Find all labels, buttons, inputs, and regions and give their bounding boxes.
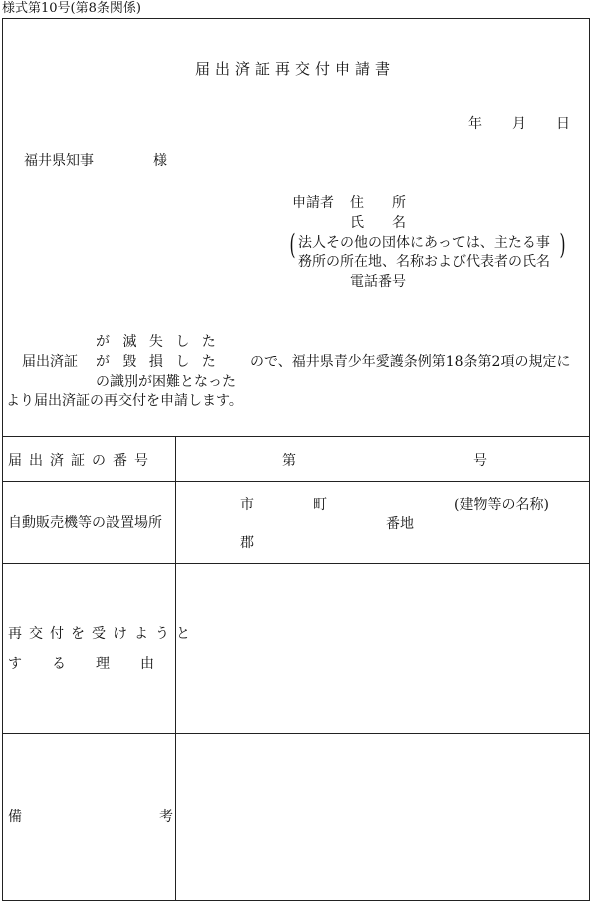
reason-label-line2: する理由 xyxy=(8,656,184,672)
body-subject: 届出済証 xyxy=(22,354,78,370)
location-city: 市 xyxy=(240,497,254,513)
body-line1-rest: ので、福井県青少年愛護条例第18条第2項の規定に xyxy=(250,354,571,370)
corp-note-line1: 法人その他の団体にあっては、主たる事 xyxy=(298,235,550,251)
table-row-divider-2 xyxy=(2,563,590,564)
address-label: 住 所 xyxy=(350,195,406,211)
date-day-label: 日 xyxy=(556,116,570,132)
phone-label: 電話番号 xyxy=(350,274,406,290)
table-top-line xyxy=(2,436,590,437)
table-row-divider-3 xyxy=(2,733,590,734)
body-line2: より届出済証の再交付を申請します。 xyxy=(6,393,243,409)
option-lost: が 滅 失 し た xyxy=(96,334,220,350)
option-illegible: の識別が困難となった xyxy=(96,374,236,390)
applicant-label: 申請者 xyxy=(292,195,334,211)
location-lot: 番地 xyxy=(386,516,414,532)
addressee-honorific: 様 xyxy=(153,153,167,169)
corp-note-line2: 務所の所在地、名称および代表者の氏名 xyxy=(298,254,550,270)
note-close-paren: ) xyxy=(559,228,566,261)
option-damaged: が 毀 損 し た xyxy=(96,354,220,370)
certificate-number-prefix: 第 xyxy=(282,453,296,469)
location-town: 町 xyxy=(313,497,327,513)
table-row-divider-1 xyxy=(2,481,590,482)
remarks-input-area[interactable] xyxy=(177,735,588,899)
note-open-paren: ( xyxy=(289,228,296,261)
addressee-name: 福井県知事 xyxy=(24,153,94,169)
certificate-number-label-text: 届出済証の番号 xyxy=(8,453,155,469)
remarks-label: 備考 xyxy=(8,809,310,825)
form-number-label: 様式第10号(第8条関係) xyxy=(2,1,141,16)
certificate-number-suffix: 号 xyxy=(473,453,487,469)
location-label: 自動販売機等の設置場所 xyxy=(8,515,162,531)
form-title: 届出済証再交付申請書 xyxy=(195,60,396,78)
reason-label-line1: 再交付を受けようと xyxy=(8,626,197,642)
reason-input-area[interactable] xyxy=(177,565,588,731)
location-county: 郡 xyxy=(240,535,254,551)
name-label: 氏 名 xyxy=(350,215,406,231)
date-year-label: 年 xyxy=(468,116,482,132)
certificate-number-label xyxy=(8,454,168,468)
location-building: (建物等の名称) xyxy=(454,497,549,513)
date-month-label: 月 xyxy=(512,116,526,132)
